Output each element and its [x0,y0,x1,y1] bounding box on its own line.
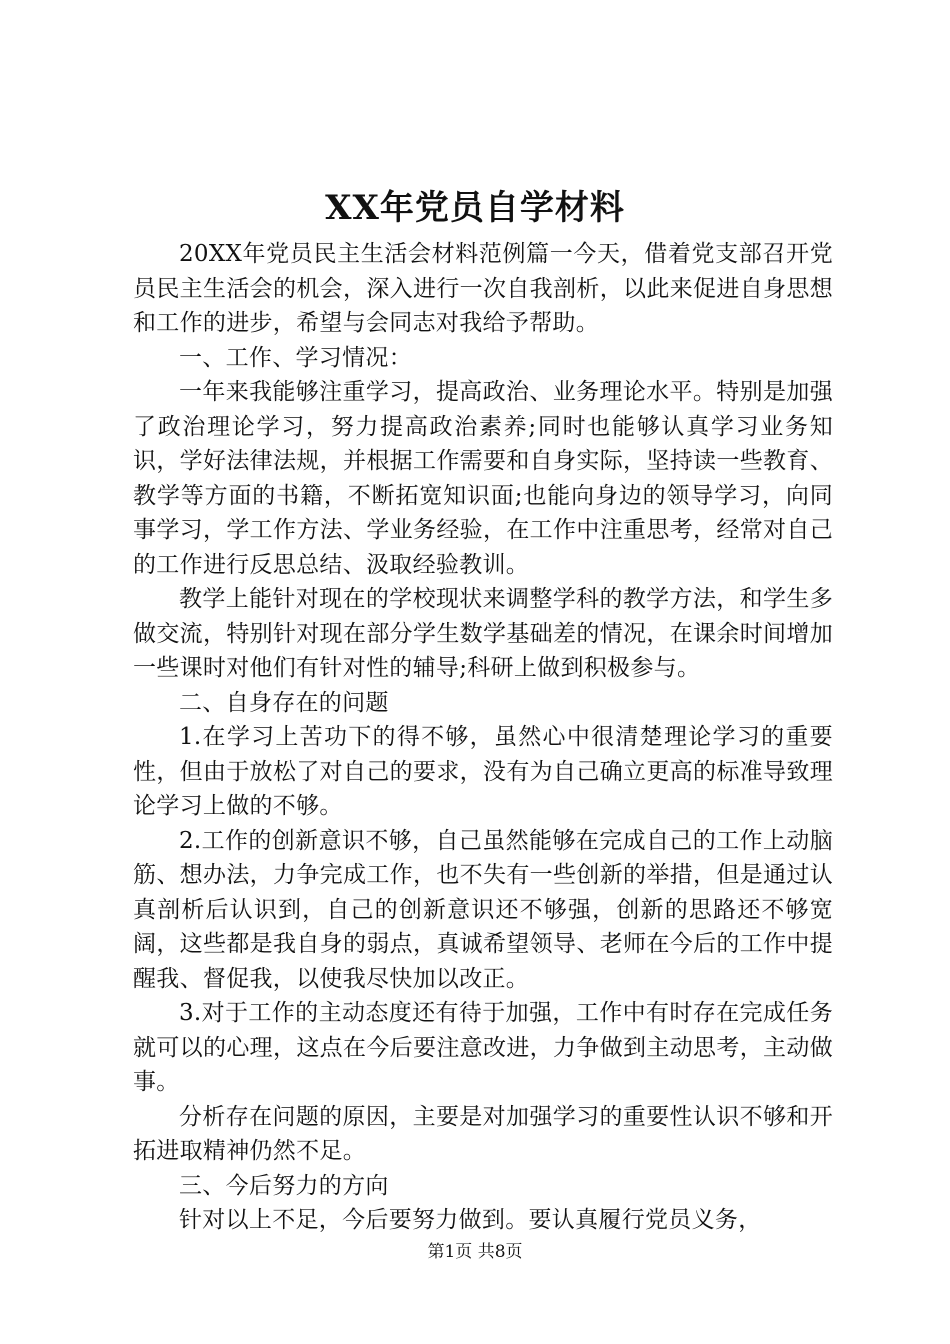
document-body [133,237,833,1238]
paragraph-direction: 针对以上不足，今后要努力做到。要认真履行党员义务， [179,1207,762,1233]
page-number-footer: 第1页 共8页 [427,1242,523,1262]
paragraph-study: 一年来我能够注重学习，提高政治、业务理论水平。特别是加强了政治理论学习，努力提高政治素养;同时也能够认真学习业务知识，学好法律法规，并根据工作需要和自身实际，坚持读一些教育、教学等方面的书籍，不断拓宽知识面;也能向身边的领导学习，向同事学习，学工作方法、学业务经验，在工作中注重思考，经常对自己的工作进行反思总结、汲取经验教训。 [133,379,833,578]
document-title: XX年党员自学材料 [325,188,625,228]
section-heading-direction: 三、今后努力的方向 [179,1172,389,1199]
problem-item-2: 2.工作的创新意识不够，自己虽然能够在完成自己的工作上动脑筋、想办法，力争完成工作，也不失有一些创新的举措，但是通过认真剖析后认识到，自己的创新意识还不够强，创新的思路还不够宽阔，这些都是我自身的弱点，真诚希望领导、老师在今后的工作中提醒我、督促我，以使我尽快加以改正。 [133,827,833,992]
section-heading-work-study: 一、工作、学习情况： [179,344,412,371]
problem-item-1: 1.在学习上苦功下的得不够，虽然心中很清楚理论学习的重要性，但由于放松了对自己的要求，没有为自己确立更高的标准导致理论学习上做的不够。 [133,724,833,819]
section-heading-problems: 二、自身存在的问题 [179,689,389,716]
paragraph-cause-analysis: 分析存在问题的原因，主要是对加强学习的重要性认识不够和开拓进取精神仍然不足。 [133,1103,833,1164]
problem-item-3: 3.对于工作的主动态度还有待于加强，工作中有时存在完成任务就可以的心理，这点在今后要注意改进，力争做到主动思考，主动做事。 [133,1000,833,1095]
paragraph-teaching: 教学上能针对现在的学校现状来调整学科的教学方法，和学生多做交流，特别针对现在部分学生数学基础差的情况，在课余时间增加一些课时对他们有针对性的辅导;科研上做到积极参与。 [133,586,833,681]
paragraph-intro: 20XX年党员民主生活会材料范例篇一今天，借着党支部召开党员民主生活会的机会，深入进行一次自我剖析，以此来促进自身思想和工作的进步，希望与会同志对我给予帮助。 [133,241,833,336]
